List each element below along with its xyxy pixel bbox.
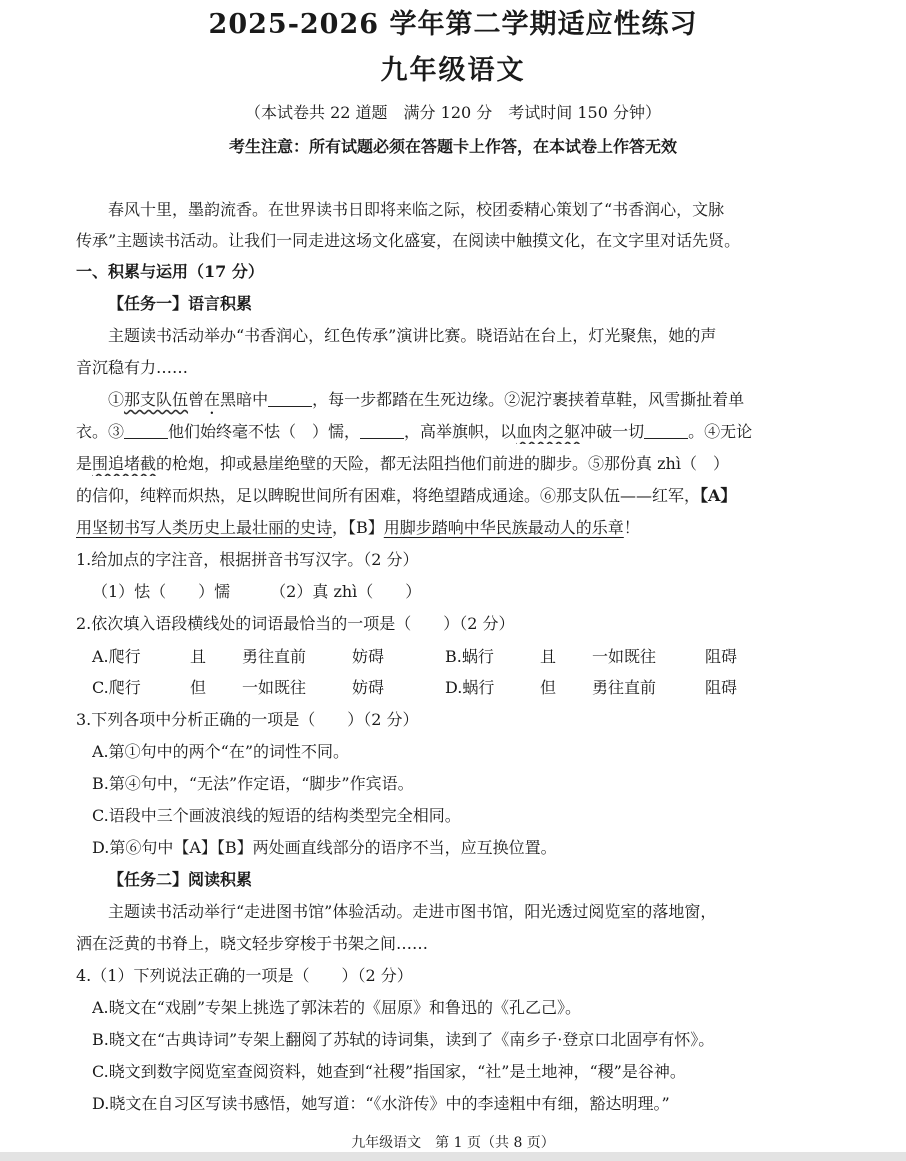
task1-heading: 【任务一】语言积累 [108, 294, 253, 313]
q2-option-b-2: 且 [540, 647, 557, 666]
passage-text: 曾 [188, 390, 205, 409]
passage-line-4 [76, 484, 836, 508]
q2-option-a: A.爬行 [92, 647, 141, 666]
passage-text: 。④无论 [688, 422, 753, 441]
exam-notice: 考生注意：所有试题必须在答题卡上作答，在本试卷上作答无效 [228, 137, 677, 156]
task1-intro-2: 音沉稳有力…… [76, 358, 189, 377]
marker-a: 【A】 [700, 486, 737, 505]
passage-line-3 [76, 452, 836, 476]
q2-option-d-3: 勇往直前 [592, 678, 657, 697]
fill-blank [360, 422, 404, 439]
q4-option-a: A.晓文在“戏剧”专架上挑选了郭沫若的《屈原》和鲁迅的《孔乙己》。 [92, 998, 582, 1017]
intro-line-2: 传承”主题读书活动。让我们一同走进这场文化盛宴，在阅读中触摸文化，在文字里对话先贤。 [76, 231, 741, 250]
q2-option-d: D.蜗行 [445, 678, 495, 697]
q2-option-b: B.蜗行 [445, 647, 494, 666]
passage-text: 冲破一切 [580, 422, 645, 441]
exam-title: 2025-2026 学年第二学期适应性练习 [208, 9, 698, 40]
task2-intro-1: 主题读书活动举行“走进图书馆”体验活动。走进市图书馆，阳光透过阅览室的落地窗， [108, 902, 717, 921]
section-heading: 一、积累与运用（17 分） [76, 262, 264, 281]
q2-option-a-3: 勇往直前 [242, 647, 307, 666]
passage-text: 他们始终毫不怯（ ）懦， [168, 422, 361, 441]
passage-text: ，高举旗帜，以 [404, 422, 517, 441]
underlined-phrase-a: 用坚韧书写人类历史上最壮丽的史诗 [76, 518, 333, 537]
task1-intro-1: 主题读书活动举办“书香润心，红色传承”演讲比赛。晓语站在台上，灯光聚焦，她的声 [108, 326, 717, 345]
wavy-phrase: 那支队伍 [124, 390, 189, 409]
q3-option-a: A.第①句中的两个“在”的词性不同。 [92, 742, 350, 761]
q3-stem: 3.下列各项中分析正确的一项是（ ）（2 分） [76, 710, 419, 729]
fill-blank [124, 422, 168, 439]
marker-b: ，【B】 [332, 518, 384, 537]
q2-option-d-4: 阻碍 [705, 678, 738, 697]
q2-option-a-2: 且 [190, 647, 207, 666]
q2-option-b-3: 一如既往 [592, 647, 657, 666]
q3-option-c: C.语段中三个画波浪线的短语的结构类型完全相同。 [92, 806, 461, 825]
page-footer: 九年级语文 第 1 页（共 8 页） [351, 1135, 555, 1151]
fill-blank [268, 390, 312, 407]
q4-stem: 4.（1）下列说法正确的一项是（ ）（2 分） [76, 966, 413, 985]
task2-heading: 【任务二】阅读积累 [108, 870, 253, 889]
passage-text: ！ [623, 518, 640, 537]
passage-text: ，每一步都踏在生死边缘。②泥泞裹挟着草鞋，风雪撕扯着单 [312, 390, 745, 409]
task2-intro-2: 洒在泛黄的书脊上，晓文轻步穿梭于书架之间…… [76, 934, 429, 953]
q1-items: （1）怯（ ）懦 （2）真 zhì（ ） [92, 582, 422, 601]
passage-text: 衣。③ [76, 422, 125, 441]
q2-option-a-4: 妨碍 [352, 647, 385, 666]
wavy-phrase: 围追堵截 [92, 454, 157, 473]
q2-stem: 2.依次填入语段横线处的词语最恰当的一项是（ ）（2 分） [76, 614, 515, 633]
underlined-phrase-b: 用脚步踏响中华民族最动人的乐章 [383, 518, 624, 537]
q4-option-c: C.晓文到数字阅览室查阅资料，她查到“社稷”指国家，“社”是土地神，“稷”是谷神。 [92, 1062, 686, 1081]
passage-line-2 [76, 420, 836, 444]
q2-option-c: C.爬行 [92, 678, 141, 697]
q2-option-c-4: 妨碍 [352, 678, 385, 697]
passage-text: 黑暗中 [220, 390, 269, 409]
passage-text: 的信仰，纯粹而炽热，足以睥睨世间所有困难，将绝望踏成通途。⑥那支队伍——红军， [76, 486, 701, 505]
q2-option-d-2: 但 [540, 678, 557, 697]
passage-line-1 [108, 388, 868, 418]
q2-option-c-2: 但 [190, 678, 207, 697]
q3-option-b: B.第④句中，“无法”作定语，“脚步”作宾语。 [92, 774, 414, 793]
passage-text: 的枪炮，抑或悬崖绝壁的天险，都无法阻挡他们前进的脚步。⑤那份真 zhì（ ） [156, 454, 729, 473]
q3-option-d: D.第⑥句中【A】【B】两处画直线部分的语序不当，应互换位置。 [92, 838, 557, 857]
viewer-bottom-bar [0, 1152, 906, 1161]
q4-option-d: D.晓文在自习区写读书感悟，她写道：“《水浒传》中的李逵粗中有细，豁达明理。” [92, 1094, 670, 1113]
subject-title: 九年级语文 [380, 55, 526, 86]
q1-stem: 1.给加点的字注音，根据拼音书写汉字。（2 分） [76, 550, 419, 569]
passage-text: ① [108, 390, 125, 409]
q2-option-c-3: 一如既往 [242, 678, 307, 697]
wavy-phrase: 血肉之躯 [516, 422, 581, 441]
passage-line-5 [76, 516, 836, 540]
intro-line-1: 春风十里，墨韵流香。在世界读书日即将来临之际，校团委精心策划了“书香润心，文脉 [108, 200, 725, 219]
dotted-char: 在 [204, 390, 221, 409]
q4-option-b: B.晓文在“古典诗词”专架上翻阅了苏轼的诗词集，读到了《南乡子·登京口北固亭有怀》。 [92, 1030, 715, 1049]
passage-text: 是 [76, 454, 93, 473]
q2-option-b-4: 阻碍 [705, 647, 738, 666]
exam-info: （本试卷共 22 道题 满分 120 分 考试时间 150 分钟） [245, 103, 661, 122]
fill-blank [644, 422, 688, 439]
